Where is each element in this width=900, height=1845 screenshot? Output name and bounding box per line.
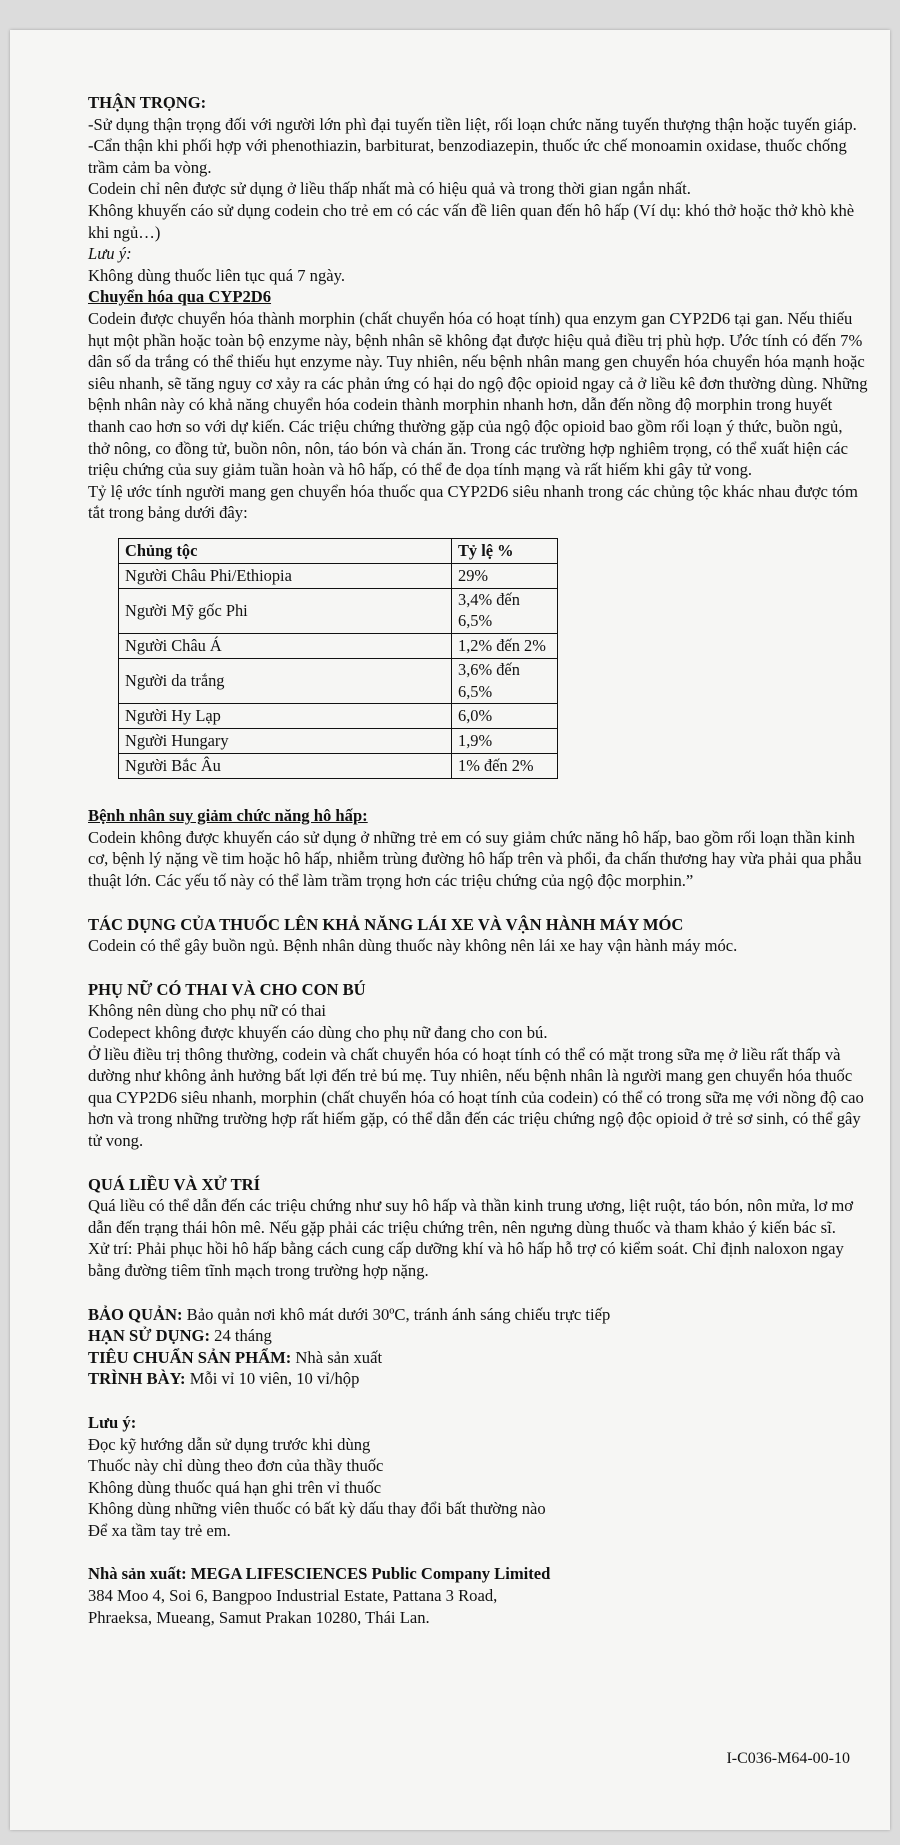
shelf-life-label: HẠN SỬ DỤNG:	[88, 1326, 210, 1346]
table-row	[119, 729, 558, 754]
leaflet-content	[88, 92, 868, 1628]
metabolism-table-intro: Tỷ lệ ước tính người mang gen chuyển hóa thuốc qua CYP2D6 siêu nhanh trong các chủng tộc khác nhau được tóm tắt trong bảng dưới đây:	[88, 481, 858, 523]
table-row	[119, 704, 558, 729]
notes-line: Để xa tầm tay trẻ em.	[88, 1520, 231, 1540]
table-cell-race: Người Hungary	[119, 729, 452, 754]
packaging-label: TRÌNH BÀY:	[88, 1369, 186, 1389]
manufacturer-name: Nhà sản xuất: MEGA LIFESCIENCES Public Company Limited	[88, 1564, 551, 1584]
table-row	[119, 588, 558, 633]
driving-heading: TÁC DỤNG CỦA THUỐC LÊN KHẢ NĂNG LÁI XE VÀ VẬN HÀNH MÁY MÓC	[88, 914, 684, 934]
caution-line: Không khuyến cáo sử dụng codein cho trẻ em có các vấn đề liên quan đến hô hấp (Ví dụ: khó thở hoặc thở khò khè khi ngủ…)	[88, 200, 855, 242]
shelf-life-line	[88, 1325, 868, 1347]
caution-note-text: Không dùng thuốc liên tục quá 7 ngày.	[88, 265, 346, 285]
table-row	[119, 659, 558, 704]
shelf-life-value: 24 tháng	[210, 1326, 272, 1346]
caution-line: -Sử dụng thận trọng đối với người lớn phì đại tuyến tiền liệt, rối loạn chức năng tuyến thượng thận hoặc tuyến giáp.	[88, 114, 857, 134]
table-cell-race: Người Hy Lạp	[119, 704, 452, 729]
table-header-race: Chủng tộc	[119, 538, 452, 563]
standard-label: TIÊU CHUẨN SẢN PHẨM:	[88, 1347, 292, 1367]
overdose-heading: QUÁ LIỀU VÀ XỬ TRÍ	[88, 1174, 261, 1194]
respiratory-paragraph: Codein không được khuyến cáo sử dụng ở những trẻ em có suy giảm chức năng hô hấp, bao gồm rối loạn thần kinh cơ, bệnh lý nặng về tim hoặc hô hấp, nhiễm trùng đường hô hấp trên và phổi, đa chấn thương hay vừa phải qua phẫu thuật lớn. Các yếu tố này có thể làm trầm trọng hơn các triệu chứng của ngộ độc morphin.”	[88, 827, 862, 891]
manufacturer-address: Phraeksa, Mueang, Samut Prakan 10280, Thái Lan.	[88, 1607, 430, 1627]
notes-line: Đọc kỹ hướng dẫn sử dụng trước khi dùng	[88, 1434, 371, 1454]
table-cell-race: Người da trắng	[119, 659, 452, 704]
table-header-ratio: Tỷ lệ %	[452, 538, 558, 563]
manufacturer-address: 384 Moo 4, Soi 6, Bangpoo Industrial Estate, Pattana 3 Road,	[88, 1586, 498, 1606]
overdose-line: Xử trí: Phải phục hồi hô hấp bằng cách cung cấp dưỡng khí và hô hấp hỗ trợ có kiểm soát. Chỉ định naloxon ngay bằng đường tiêm tĩnh mạch trong trường hợp nặng.	[88, 1239, 844, 1280]
table-row	[119, 754, 558, 779]
notes-line: Không dùng thuốc quá hạn ghi trên vỉ thuốc	[88, 1477, 382, 1497]
metabolism-heading: Chuyển hóa qua CYP2D6	[88, 287, 272, 307]
ultrarapid-metabolizer-table	[118, 538, 558, 779]
driving-text: Codein có thể gây buồn ngủ. Bệnh nhân dùng thuốc này không nên lái xe hay vận hành máy móc.	[88, 936, 738, 956]
metabolism-paragraph: Codein được chuyển hóa thành morphin (chất chuyển hóa có hoạt tính) qua enzym gan CYP2D6 tại gan. Nếu thiếu hụt một phần hoặc toàn bộ enzyme này, bệnh nhân sẽ không đạt được hiệu quả điều trị phù hợp. Ước tính có đến 7% dân số da trắng có thể thiếu hụt enzyme này. Tuy nhiên, nếu bệnh nhân mang gen chuyển hóa chuyển hóa mạnh hoặc siêu nhanh, sẽ tăng nguy cơ xảy ra các phản ứng có hại do ngộ độc opioid ngay cả ở liều kê đơn thường dùng. Những bệnh nhân này có khả năng chuyển hóa codein thành morphin nhanh hơn, dẫn đến nồng độ morphin trong huyết thanh cao hơn so với dự kiến. Các triệu chứng thường gặp của ngộ độc opioid bao gồm rối loạn ý thức, buồn ngủ, thở nông, co đồng tử, buồn nôn, nôn, táo bón và chán ăn. Trong các trường hợp nghiêm trọng, có thể xuất hiện các triệu chứng của suy giảm tuần hoàn và hô hấp, có thể đe dọa tính mạng và rất hiếm khi gây tử vong.	[88, 308, 868, 480]
table-row	[119, 634, 558, 659]
pregnancy-line: Ở liều điều trị thông thường, codein và chất chuyển hóa có hoạt tính có thể có mặt trong sữa mẹ ở liều rất thấp và dường như không ảnh hưởng bất lợi đến trẻ bú mẹ. Tuy nhiên, nếu bệnh nhân là người mang gen chuyển hóa thuốc qua CYP2D6 siêu nhanh, morphin (chất chuyển hóa có hoạt tính của codein) có thể có trong sữa mẹ với nồng độ cao hơn và trong những trường hợp rất hiếm gặp, có thể dẫn đến các triệu chứng ngộ độc opioid ở trẻ sơ sinh, có thể gây tử vong.	[88, 1044, 864, 1150]
table-cell-race: Người Châu Phi/Ethiopia	[119, 563, 452, 588]
storage-line	[88, 1304, 868, 1326]
pregnancy-line: Không nên dùng cho phụ nữ có thai	[88, 1001, 327, 1021]
table-cell-race: Người Mỹ gốc Phi	[119, 588, 452, 633]
notes-heading: Lưu ý:	[88, 1412, 137, 1432]
standard-line	[88, 1347, 868, 1369]
caution-heading: THẬN TRỌNG:	[88, 93, 207, 112]
table-cell-ratio: 1,2% đến 2%	[452, 634, 558, 659]
respiratory-heading: Bệnh nhân suy giảm chức năng hô hấp:	[88, 806, 368, 826]
pregnancy-heading: PHỤ NỮ CÓ THAI VÀ CHO CON BÚ	[88, 979, 366, 999]
document-code: I-C036-M64-00-10	[726, 1750, 850, 1767]
table-cell-ratio: 3,6% đến 6,5%	[452, 659, 558, 704]
pregnancy-line: Codepect không được khuyến cáo dùng cho phụ nữ đang cho con bú.	[88, 1023, 548, 1042]
caution-line: -Cẩn thận khi phối hợp với phenothiazin, barbiturat, benzodiazepin, thuốc ức chế monoamin oxidase, thuốc chống trầm cảm ba vòng.	[88, 136, 847, 177]
table-cell-ratio: 29%	[452, 563, 558, 588]
packaging-value: Mỗi vỉ 10 viên, 10 vỉ/hộp	[185, 1369, 360, 1389]
notes-line: Thuốc này chỉ dùng theo đơn của thầy thuốc	[88, 1456, 384, 1476]
table-cell-ratio: 3,4% đến 6,5%	[452, 588, 558, 633]
storage-value: Bảo quản nơi khô mát dưới 30ºC, tránh ánh sáng chiếu trực tiếp	[182, 1304, 611, 1324]
caution-note-label: Lưu ý:	[88, 244, 132, 264]
table-row	[119, 563, 558, 588]
storage-label: BẢO QUẢN:	[88, 1304, 183, 1324]
table-cell-ratio: 1% đến 2%	[452, 754, 558, 779]
notes-line: Không dùng những viên thuốc có bất kỳ dấu thay đổi bất thường nào	[88, 1499, 546, 1519]
table-cell-race: Người Châu Á	[119, 634, 452, 659]
leaflet-page	[10, 30, 890, 1830]
table-cell-ratio: 6,0%	[452, 704, 558, 729]
table-cell-ratio: 1,9%	[452, 729, 558, 754]
standard-value: Nhà sản xuất	[291, 1347, 383, 1367]
packaging-line	[88, 1368, 868, 1390]
table-header-row	[119, 538, 558, 563]
caution-line: Codein chỉ nên được sử dụng ở liều thấp nhất mà có hiệu quả và trong thời gian ngắn nhất.	[88, 179, 691, 199]
overdose-line: Quá liều có thể dẫn đến các triệu chứng như suy hô hấp và thần kinh trung ương, liệt ruột, táo bón, nôn mửa, lơ mơ dẫn đến trạng thái hôn mê. Nếu gặp phải các triệu chứng trên, nên ngưng dùng thuốc và tham khảo ý kiến bác sĩ.	[88, 1196, 854, 1237]
table-cell-race: Người Bắc Âu	[119, 754, 452, 779]
